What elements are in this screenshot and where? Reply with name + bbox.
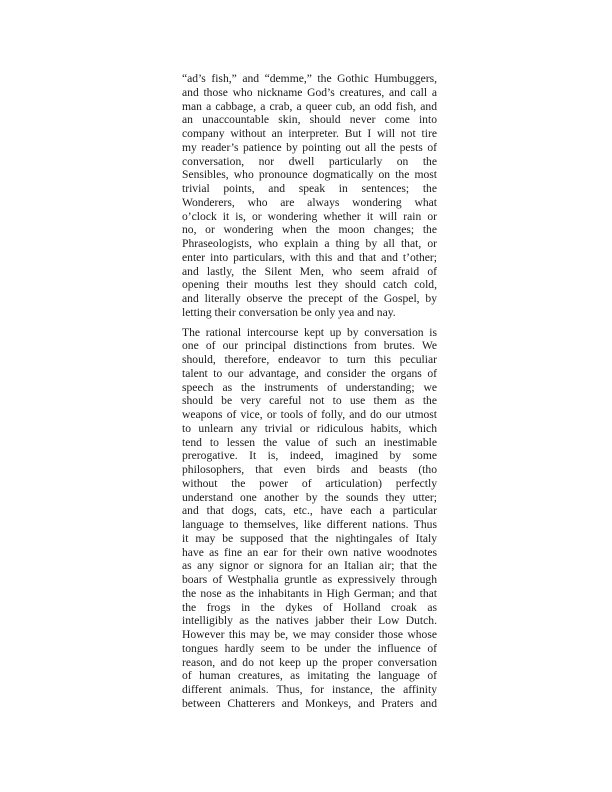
text-line: opening their mouths lest they should catch cold, (182, 278, 437, 292)
text-line: have as fine an ear for their own native woodnotes (182, 545, 437, 559)
text-line: no, or wondering when the moon changes; the (182, 223, 437, 237)
text-line: talent to our advantage, and consider the organs of (182, 366, 437, 380)
text-line: reason, and do not keep up the proper conversation (182, 655, 437, 669)
text-line: and literally observe the precept of the Gospel, by (182, 292, 437, 305)
text-line: intelligibly as the natives jabber their Low Dutch. (182, 614, 437, 628)
text-line: tend to lessen the value of such an inestimable (182, 435, 437, 449)
paragraph (182, 326, 437, 711)
text-line: philosophers, that even birds and beasts (tho (182, 463, 437, 476)
text-line: enter into particulars, with this and that and t’other; (182, 250, 437, 264)
text-line: speech as the instruments of understanding; we (182, 380, 437, 394)
text-line: as any signor or signora for an Italian air; that the (182, 559, 437, 573)
text-line: trivial points, and speak in sentences; the (182, 182, 437, 195)
text-line: the frogs in the dykes of Holland croak as (182, 600, 437, 614)
text-line: letting their conversation be only yea and nay. (182, 305, 396, 319)
text-line: language to themselves, like different nations. Thus (182, 518, 437, 531)
text-line: understand one another by the sounds they utter; (182, 490, 437, 504)
text-line: company without an interpreter. But I will not tire (182, 127, 437, 140)
text-line: should, therefore, endeavor to turn this peculiar (182, 353, 437, 366)
text-line: The rational intercourse kept up by conversation is (182, 325, 437, 339)
text-line: the nose as the inhabitants in High German; and that (182, 586, 437, 600)
document-page (182, 72, 437, 717)
text-line: Wonderers, who are always wondering what (182, 195, 437, 209)
text-line: one of our principal distinctions from brutes. We (182, 339, 437, 353)
text-line: man a cabbage, a crab, a queer cub, an odd fish, and (182, 99, 437, 113)
text-line: and that dogs, cats, etc., have each a particular (182, 504, 437, 518)
text-line: should be very careful not to use them as the (182, 394, 437, 408)
paragraph (182, 72, 437, 320)
text-line: weapons of vice, or tools of folly, and do our utmost (182, 408, 437, 421)
text-line: to unlearn any trivial or ridiculous habits, which (182, 421, 437, 435)
text-line: it may be supposed that the nightingales of Italy (182, 531, 437, 545)
text-line: Sensibles, who pronounce dogmatically on the most (182, 168, 437, 182)
text-line: of human creatures, as imitating the language of (182, 669, 437, 683)
text-line: conversation, nor dwell particularly on the (182, 154, 437, 168)
text-line: “ad’s fish,” and “demme,” the Gothic Humbuggers, (182, 72, 437, 85)
text-line: boars of Westphalia gruntle as expressively through (182, 573, 437, 586)
text-line: Phraseologists, who explain a thing by all that, or (182, 237, 437, 250)
text-line: between Chatterers and Monkeys, and Praters and (182, 696, 437, 710)
text-line: and those who nickname God’s creatures, and call a (182, 85, 437, 99)
text-line: different animals. Thus, for instance, the affinity (182, 683, 437, 696)
text-line: without the power of articulation) perfectly (182, 476, 437, 490)
text-line: However this may be, we may consider those whose (182, 628, 437, 641)
text-line: o’clock it is, or wondering whether it will rain or (182, 209, 437, 223)
text-line: and lastly, the Silent Men, who seem afraid of (182, 264, 437, 278)
text-line: an unaccountable skin, should never come into (182, 113, 437, 127)
text-line: my reader’s patience by pointing out all the pests of (182, 140, 437, 154)
text-line: tongues hardly seem to be under the influence of (182, 641, 437, 655)
text-line: prerogative. It is, indeed, imagined by some (182, 449, 437, 463)
